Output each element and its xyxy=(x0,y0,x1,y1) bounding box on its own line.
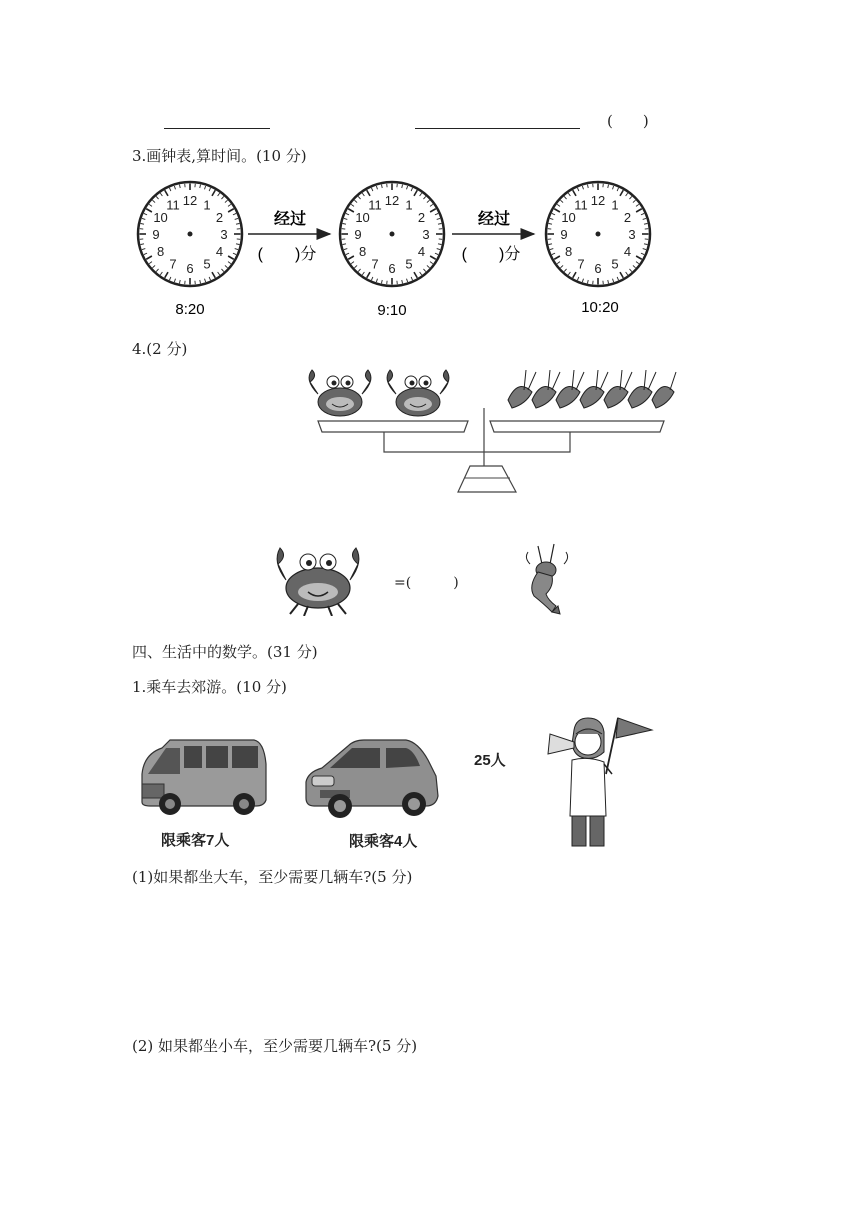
clock-number: 6 xyxy=(388,261,396,276)
clock-number: 5 xyxy=(405,256,413,272)
clock-number: 3 xyxy=(220,227,228,242)
arrow-1-blank[interactable]: ( )分 xyxy=(257,246,317,263)
answer-paren: ( ) xyxy=(607,112,649,130)
clock-number: 10 xyxy=(153,210,168,225)
clock-number: 12 xyxy=(590,193,606,208)
answer-blank-line-1[interactable] xyxy=(164,128,270,129)
flag-icon xyxy=(616,718,652,738)
clock-number: 11 xyxy=(166,197,180,213)
clock-number: 6 xyxy=(594,261,602,276)
balance-scale-illustration xyxy=(300,366,680,502)
crab-icon xyxy=(387,370,449,416)
clock-number: 1 xyxy=(203,197,211,213)
van-caption: 限乘客7人 xyxy=(161,832,230,849)
guide-girl-illustration xyxy=(536,712,656,848)
question-4-title: 4.(2 分) xyxy=(132,340,188,358)
clock-number: 8 xyxy=(358,244,367,259)
clock-number: 11 xyxy=(574,197,588,213)
sub-question-1: (1)如果都坐大车，至少需要几辆车?(5 分) xyxy=(132,868,413,886)
clock-number: 10 xyxy=(561,210,576,225)
sub-question-2: (2) 如果都坐小车，至少需要几辆车?(5 分) xyxy=(132,1037,418,1055)
clock-number: 7 xyxy=(577,256,585,272)
crab-icon-large xyxy=(270,544,366,616)
clock-number: 2 xyxy=(215,210,224,225)
clock-number: 10 xyxy=(355,210,370,225)
clock-number: 7 xyxy=(169,256,177,272)
section-4-title: 四、生活中的数学。(31 分) xyxy=(132,643,318,661)
clock-number: 8 xyxy=(156,244,165,259)
scale-beam xyxy=(384,432,570,452)
clock-number: 5 xyxy=(203,256,211,272)
shrimp-group xyxy=(508,370,676,408)
clock-center-dot xyxy=(596,232,601,237)
clock-number: 2 xyxy=(417,210,426,225)
clock-1-time: 8:20 xyxy=(175,301,205,318)
clock-center-dot xyxy=(188,232,193,237)
clock-face-1 xyxy=(138,182,242,286)
car-caption: 限乘客4人 xyxy=(349,833,418,850)
clock-number: 12 xyxy=(384,193,400,208)
clock-number: 7 xyxy=(371,256,379,272)
arrow-2-label: 经过 xyxy=(477,211,511,228)
section-4-q1-title: 1.乘车去郊游。(10 分) xyxy=(132,678,287,696)
clock-number: 9 xyxy=(560,227,568,242)
clock-number: 8 xyxy=(564,244,573,259)
clock-number: 1 xyxy=(405,197,413,213)
left-pan xyxy=(318,421,468,432)
clock-number: 9 xyxy=(354,227,362,242)
people-count: 25人 xyxy=(474,752,506,769)
clock-number: 9 xyxy=(152,227,160,242)
clock-number: 2 xyxy=(623,210,632,225)
arrow-2-blank[interactable]: ( )分 xyxy=(461,246,521,263)
clock-center-dot xyxy=(390,232,395,237)
clock-number: 3 xyxy=(628,227,636,242)
clock-number: 4 xyxy=(417,244,426,259)
crab-icon xyxy=(309,370,371,416)
scale-base xyxy=(458,466,516,492)
question-3-title: 3.画钟表,算时间。(10 分) xyxy=(132,147,307,165)
arrow-1-label: 经过 xyxy=(273,211,307,228)
clock-face-3 xyxy=(546,182,650,286)
megaphone-icon xyxy=(548,734,574,754)
clock-number: 1 xyxy=(611,197,619,213)
right-pan xyxy=(490,421,664,432)
clock-face-2 xyxy=(340,182,444,286)
clock-number: 11 xyxy=(368,197,382,213)
equation-blank[interactable]: =( ) xyxy=(394,575,459,591)
clock-number: 4 xyxy=(215,244,224,259)
clock-number: 6 xyxy=(186,261,194,276)
clock-number: 4 xyxy=(623,244,632,259)
clock-diagram xyxy=(130,178,660,328)
answer-blank-line-2[interactable] xyxy=(415,128,580,129)
clock-number: 5 xyxy=(611,256,619,272)
clock-number: 12 xyxy=(182,193,198,208)
shrimp-icon-large xyxy=(524,542,574,616)
van-image xyxy=(136,734,270,818)
car-image xyxy=(302,736,442,820)
clock-2-time: 9:10 xyxy=(377,302,407,319)
clock-3-time: 10:20 xyxy=(581,299,619,316)
clock-number: 3 xyxy=(422,227,430,242)
